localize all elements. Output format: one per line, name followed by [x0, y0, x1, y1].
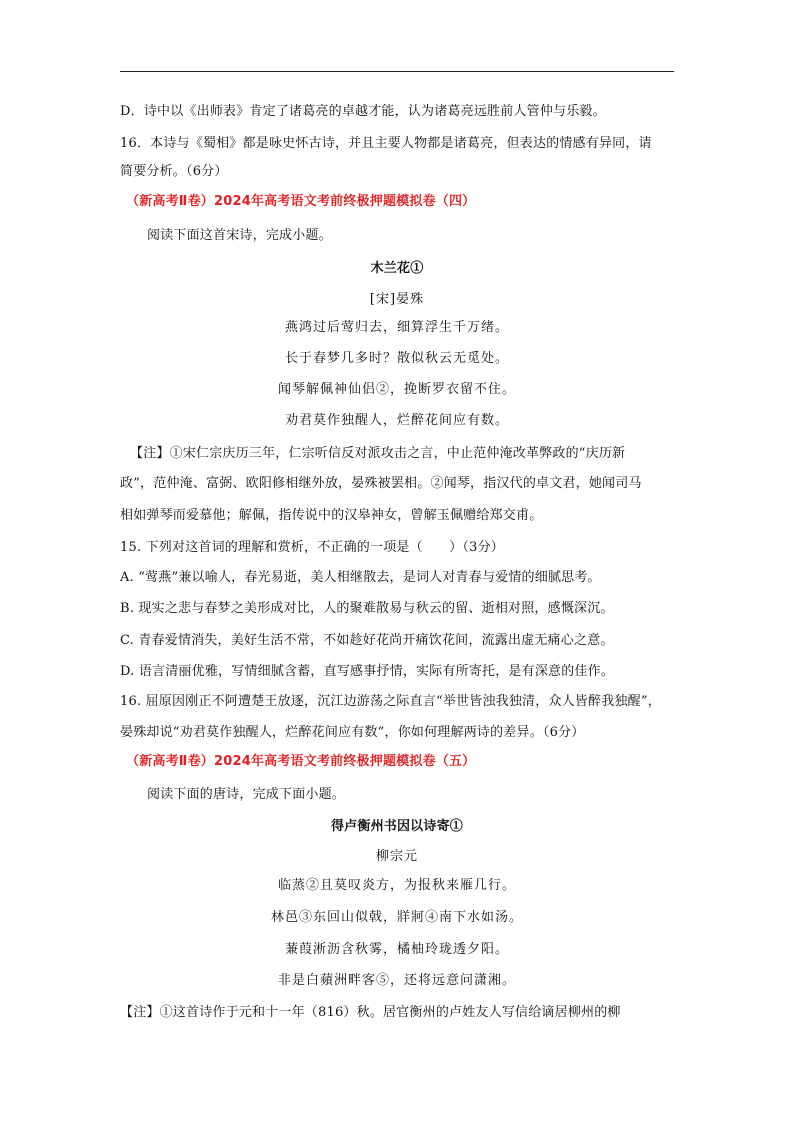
poem-line: 长于春梦几多时？散似秋云无觅处。	[284, 351, 509, 366]
option-c: C. 青春爱情消失，美好生活不常，不如趁好花尚开痛饮花间，流露出虚无痛心之意。	[120, 633, 614, 648]
section-header-4: （新高考Ⅱ卷）2024年高考语文考前终极押题模拟卷（四）	[126, 194, 476, 209]
poem-title-4: 木兰花①	[370, 261, 424, 276]
question-16-line-2: 晏殊却说“劝君莫作独醒人，烂醉花间应有数”，你如何理解两诗的差异。（6分）	[120, 725, 585, 740]
poem-line: 蒹葭淅沥含秋雾，橘柚玲珑透夕阳。	[284, 942, 509, 957]
option-d: D．诗中以《出师表》肯定了诸葛亮的卓越才能，认为诸葛亮远胜前人管仲与乐毅。	[120, 104, 606, 119]
poem-line: 劝君莫作独醒人，烂醉花间应有数。	[284, 413, 509, 428]
poem-line: 闻琴解佩神仙侣②，挽断罗衣留不住。	[277, 382, 516, 397]
poem-line: 燕鸿过后莺归去，细算浮生千万绪。	[284, 320, 509, 335]
poem-author-4: [宋]晏殊	[369, 292, 425, 307]
reading-intro-5: 阅读下面的唐诗，完成下面小题。	[147, 787, 346, 802]
section-header-5: （新高考Ⅱ卷）2024年高考语文考前终极押题模拟卷（五）	[126, 754, 476, 769]
poem-line: 非是白蘋洲畔客⑤，还将远意问潇湘。	[277, 973, 516, 988]
question-16-line-1: 16．本诗与《蜀相》都是咏史怀古诗，并且主要人物都是诸葛亮，但表达的情感有异同，请	[120, 136, 652, 151]
note-line: 政”，范仲淹、富弼、欧阳修相继外放，晏殊被罢相。②闻琴，指汉代的卓文君，她闻司马	[120, 476, 642, 491]
poem-title-5: 得卢衡州书因以诗寄①	[330, 819, 463, 834]
note-line: 相如弹琴而爱慕他；解佩，指传说中的汉皋神女，曾解玉佩赠给郑交甫。	[120, 508, 543, 523]
poem-line: 林邑③东回山似戟，牂牁④南下水如汤。	[270, 910, 523, 925]
note-line: 【注】①这首诗作于元和十一年（816）秋。居官衡州的卢姓友人写信给谪居柳州的柳	[120, 1005, 621, 1020]
option-a: A. “莺燕”兼以喻人，春光易逝，美人相继散去，是词人对青春与爱情的细腻思考。	[120, 570, 601, 585]
question-15: 15. 下列对这首词的理解和赏析，不正确的一项是（ ）（3分）	[120, 540, 504, 555]
poem-author-5: 柳宗元	[375, 849, 418, 864]
poem-line: 临蒸②且莫叹炎方，为报秋来雁几行。	[277, 878, 516, 893]
option-b: B. 现实之悲与春梦之美形成对比，人的聚难散易与秋云的留、逝相对照，感慨深沉。	[120, 601, 614, 616]
header-rule	[120, 71, 674, 72]
option-d: D. 语言清丽优雅，写情细腻含蓄，直写感事抒情，实际有所寄托，是有深意的佳作。	[120, 664, 615, 679]
question-16-line-1: 16. 屈原因刚正不阿遭楚王放逐，沉江边游荡之际直言“举世皆浊我独清，众人皆醉我独醒”，	[120, 694, 661, 709]
question-16-line-2: 简要分析。（6分）	[120, 164, 228, 179]
note-line: 【注】①宋仁宗庆历三年，仁宗听信反对派攻击之言，中止范仲淹改革弊政的“庆历新	[130, 446, 626, 461]
reading-intro-4: 阅读下面这首宋诗，完成小题。	[147, 228, 332, 243]
